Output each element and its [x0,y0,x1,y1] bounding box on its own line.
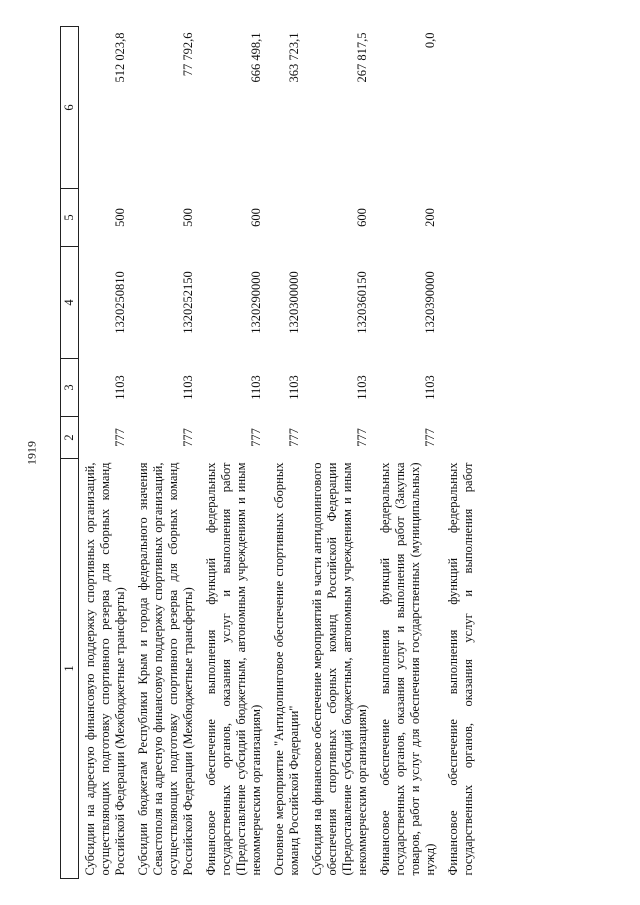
row-amount: 512 023,8 [113,32,127,83]
row-expense-type [268,189,306,247]
table-row [306,27,374,879]
budget-table [60,26,480,879]
row-code: 777 [181,428,195,447]
row-amount: 77 792,6 [181,32,195,77]
row-section: 1103 [287,375,301,400]
row-description: Субсидии бюджетам Республики Крым и города федерального значения Севастополя на адресную финансовую поддержку спортивных организаций, осуществляющих подготовку спортивного резерва для сборных команд Российской Федерации (Межбюджетные трансферты) [136,462,195,876]
row-amount: 666 498,1 [249,32,263,83]
row-expense-type: 200 [423,208,437,227]
row-description: Субсидии на адресную финансовую поддержку спортивных организаций, осуществляющих подготовку спортивного резерва для сборных команд Российской Федерации (Межбюджетные трансферты) [83,462,127,876]
row-description: Финансовое обеспечение выполнения функций федеральных государственных органов, оказания услуг и выполнения работ [446,462,475,876]
row-target: 1320252150 [181,271,195,334]
table-row [268,27,306,879]
header-col-5: 5 [61,189,79,247]
table-header-row [61,27,79,879]
row-amount: 0,0 [423,32,437,49]
row-target: 1320250810 [113,271,127,334]
table-row [79,27,133,879]
header-col-2: 2 [61,417,79,459]
row-section [442,359,480,417]
row-description: Финансовое обеспечение выполнения функций федеральных государственных органов, оказания услуг и выполнения работ (Предоставление субсидий бюджетным, автономным учреждениям и иным некоммерческим организациям) [204,462,263,876]
row-section: 1103 [355,375,369,400]
row-expense-type [442,189,480,247]
row-expense-type: 500 [113,208,127,227]
row-amount [442,27,480,189]
row-section: 1103 [249,375,263,400]
row-amount: 267 817,5 [355,32,369,83]
header-col-1: 1 [61,459,79,879]
budget-table-sheet [60,27,580,879]
row-amount: 363 723,1 [287,32,301,83]
table-row [442,27,480,879]
header-col-3: 3 [61,359,79,417]
row-code: 777 [113,428,127,447]
table-row [132,27,200,879]
row-code: 777 [423,428,437,447]
table-row [200,27,268,879]
row-code: 777 [249,428,263,447]
row-description: Субсидия на финансовое обеспечение мероприятий в части антидопингового обеспечения спортивных сборных команд Российской Федерации (Предоставление субсидий бюджетным, автономным учреждениям и иным некоммерческим организациям) [310,462,369,876]
row-target: 1320300000 [287,271,301,334]
row-target: 1320290000 [249,271,263,334]
row-expense-type: 500 [181,208,195,227]
row-target: 1320390000 [423,271,437,334]
header-col-4: 4 [61,247,79,359]
row-expense-type: 600 [355,208,369,227]
row-expense-type: 600 [249,208,263,227]
row-target: 1320360150 [355,271,369,334]
row-description: Основное мероприятие "Антидопинговое обеспечение спортивных сборных команд Российской Федерации" [272,462,301,876]
row-code: 777 [287,428,301,447]
row-section: 1103 [113,375,127,400]
row-target [442,247,480,359]
row-code [442,417,480,459]
header-col-6: 6 [61,27,79,189]
row-code: 777 [355,428,369,447]
table-row [374,27,442,879]
row-section: 1103 [181,375,195,400]
row-section: 1103 [423,375,437,400]
page-number: 1919 [24,441,39,465]
row-description: Финансовое обеспечение выполнения функций федеральных государственных органов, оказания услуг и выполнения работ (Закупка товаров, работ и услуг для обеспечения государственных (муниципальных) нужд) [378,462,437,876]
